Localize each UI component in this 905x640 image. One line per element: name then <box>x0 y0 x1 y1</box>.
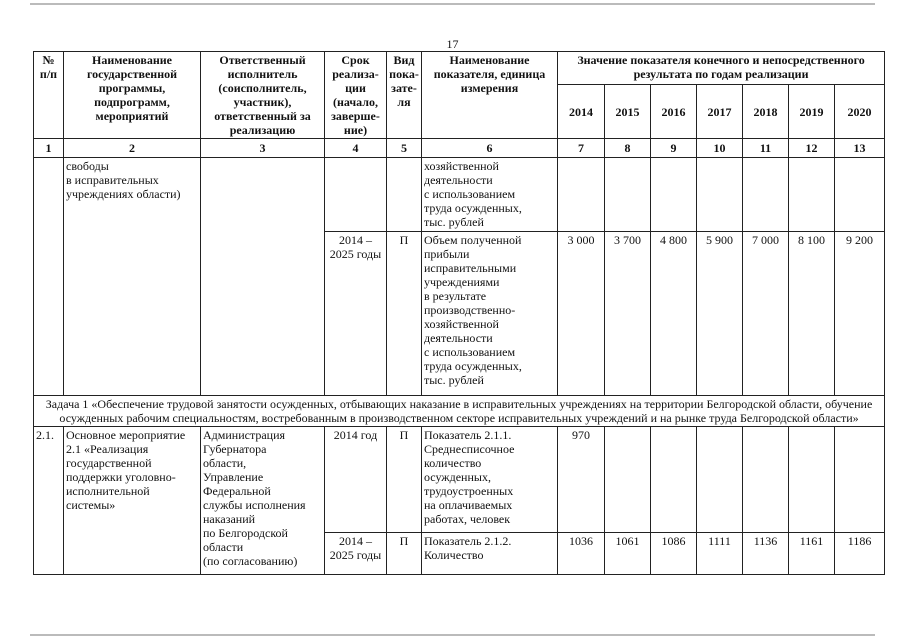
header-values: Значение показателя конечного и непосредственного результата по годам реализации <box>558 52 885 85</box>
row1-value-cell <box>789 158 835 232</box>
row3-value-2018 <box>743 427 789 533</box>
colnum-4: 4 <box>325 139 387 158</box>
column-numbers-row <box>34 139 885 158</box>
header-executor: Ответственный исполнитель (соисполнитель, участник), ответственный за реализацию <box>201 52 325 139</box>
header-row <box>34 52 885 85</box>
table-row <box>34 427 885 533</box>
row1-value-cell <box>651 158 697 232</box>
row3-value-2016 <box>651 427 697 533</box>
row4-value-2018: 1136 <box>743 533 789 575</box>
year-2015: 2015 <box>605 85 651 139</box>
colnum-9: 9 <box>651 139 697 158</box>
row4-indicator: Показатель 2.1.2. Количество <box>422 533 558 575</box>
row1-value-cell <box>605 158 651 232</box>
row1-term-cell <box>325 158 387 232</box>
colnum-5: 5 <box>387 139 422 158</box>
row3-no: 2.1. <box>34 427 64 575</box>
row2-value-2016: 4 800 <box>651 232 697 396</box>
row2-term: 2014 – 2025 годы <box>325 232 387 396</box>
row3-value-2019 <box>789 427 835 533</box>
row1-executor-cell <box>201 158 325 396</box>
row1-type-cell <box>387 158 422 232</box>
row2-value-2014: 3 000 <box>558 232 605 396</box>
row3-value-2020 <box>835 427 885 533</box>
task-1-text: Задача 1 «Обеспечение трудовой занятости осужденных, отбывающих наказание в исправительных учреждениях на территории Белгородской области, обучение осужденных рабочим специальностям, востребованным в производственном секторе исправительных учреждений и на рынке труда Белгородской области» <box>34 396 885 427</box>
colnum-2: 2 <box>64 139 201 158</box>
row3-value-2015 <box>605 427 651 533</box>
year-2017: 2017 <box>697 85 743 139</box>
scan-edge-top <box>30 3 875 5</box>
row4-value-2015: 1061 <box>605 533 651 575</box>
colnum-8: 8 <box>605 139 651 158</box>
colnum-1: 1 <box>34 139 64 158</box>
row3-executor: Администрация Губернатора области, Управление Федеральной службы исполнения наказаний по Белгородской области (по согласованию) <box>201 427 325 575</box>
row4-value-2019: 1161 <box>789 533 835 575</box>
row2-type: П <box>387 232 422 396</box>
table-row <box>34 158 885 232</box>
header-no: № п/п <box>34 52 64 139</box>
header-term: Срок реализа-ции (начало, заверше-ние) <box>325 52 387 139</box>
row3-type: П <box>387 427 422 533</box>
colnum-12: 12 <box>789 139 835 158</box>
colnum-6: 6 <box>422 139 558 158</box>
row2-value-2018: 7 000 <box>743 232 789 396</box>
header-indicator: Наименование показателя, единица измерения <box>422 52 558 139</box>
row3-value-2014: 970 <box>558 427 605 533</box>
year-2016: 2016 <box>651 85 697 139</box>
row1-value-cell <box>743 158 789 232</box>
row2-value-2017: 5 900 <box>697 232 743 396</box>
row1-value-cell <box>835 158 885 232</box>
page-number: 17 <box>446 37 459 51</box>
row1-name: свободы в исправительных учреждениях области) <box>64 158 201 396</box>
row4-type: П <box>387 533 422 575</box>
row1-value-cell <box>558 158 605 232</box>
row1-value-cell <box>697 158 743 232</box>
row2-value-2020: 9 200 <box>835 232 885 396</box>
row3-name: Основное мероприятие 2.1 «Реализация государственной поддержки уголовно-исполнительной системы» <box>64 427 201 575</box>
year-2019: 2019 <box>789 85 835 139</box>
row2-value-2015: 3 700 <box>605 232 651 396</box>
colnum-3: 3 <box>201 139 325 158</box>
task-row <box>34 396 885 427</box>
row1-indicator: хозяйственной деятельности с использованием труда осужденных, тыс. рублей <box>422 158 558 232</box>
row3-value-2017 <box>697 427 743 533</box>
row2-indicator: Объем полученной прибыли исправительными учреждениями в результате производственно- хозяйственной деятельности с использованием труда осужденных, тыс. рублей <box>422 232 558 396</box>
row4-value-2020: 1186 <box>835 533 885 575</box>
row3-term: 2014 год <box>325 427 387 533</box>
colnum-10: 10 <box>697 139 743 158</box>
header-type: Вид пока-зате-ля <box>387 52 422 139</box>
indicators-table <box>33 51 885 575</box>
year-2018: 2018 <box>743 85 789 139</box>
year-2014: 2014 <box>558 85 605 139</box>
row4-value-2017: 1111 <box>697 533 743 575</box>
colnum-13: 13 <box>835 139 885 158</box>
row4-value-2016: 1086 <box>651 533 697 575</box>
colnum-7: 7 <box>558 139 605 158</box>
scan-edge-bottom <box>30 634 875 636</box>
header-name: Наименование государственной программы, подпрограмм, мероприятий <box>64 52 201 139</box>
colnum-11: 11 <box>743 139 789 158</box>
row1-no-cell <box>34 158 64 396</box>
row4-term: 2014 – 2025 годы <box>325 533 387 575</box>
row4-value-2014: 1036 <box>558 533 605 575</box>
row2-value-2019: 8 100 <box>789 232 835 396</box>
year-2020: 2020 <box>835 85 885 139</box>
row3-indicator: Показатель 2.1.1. Среднесписочное количество осужденных, трудоустроенных на оплачиваемых работах, человек <box>422 427 558 533</box>
